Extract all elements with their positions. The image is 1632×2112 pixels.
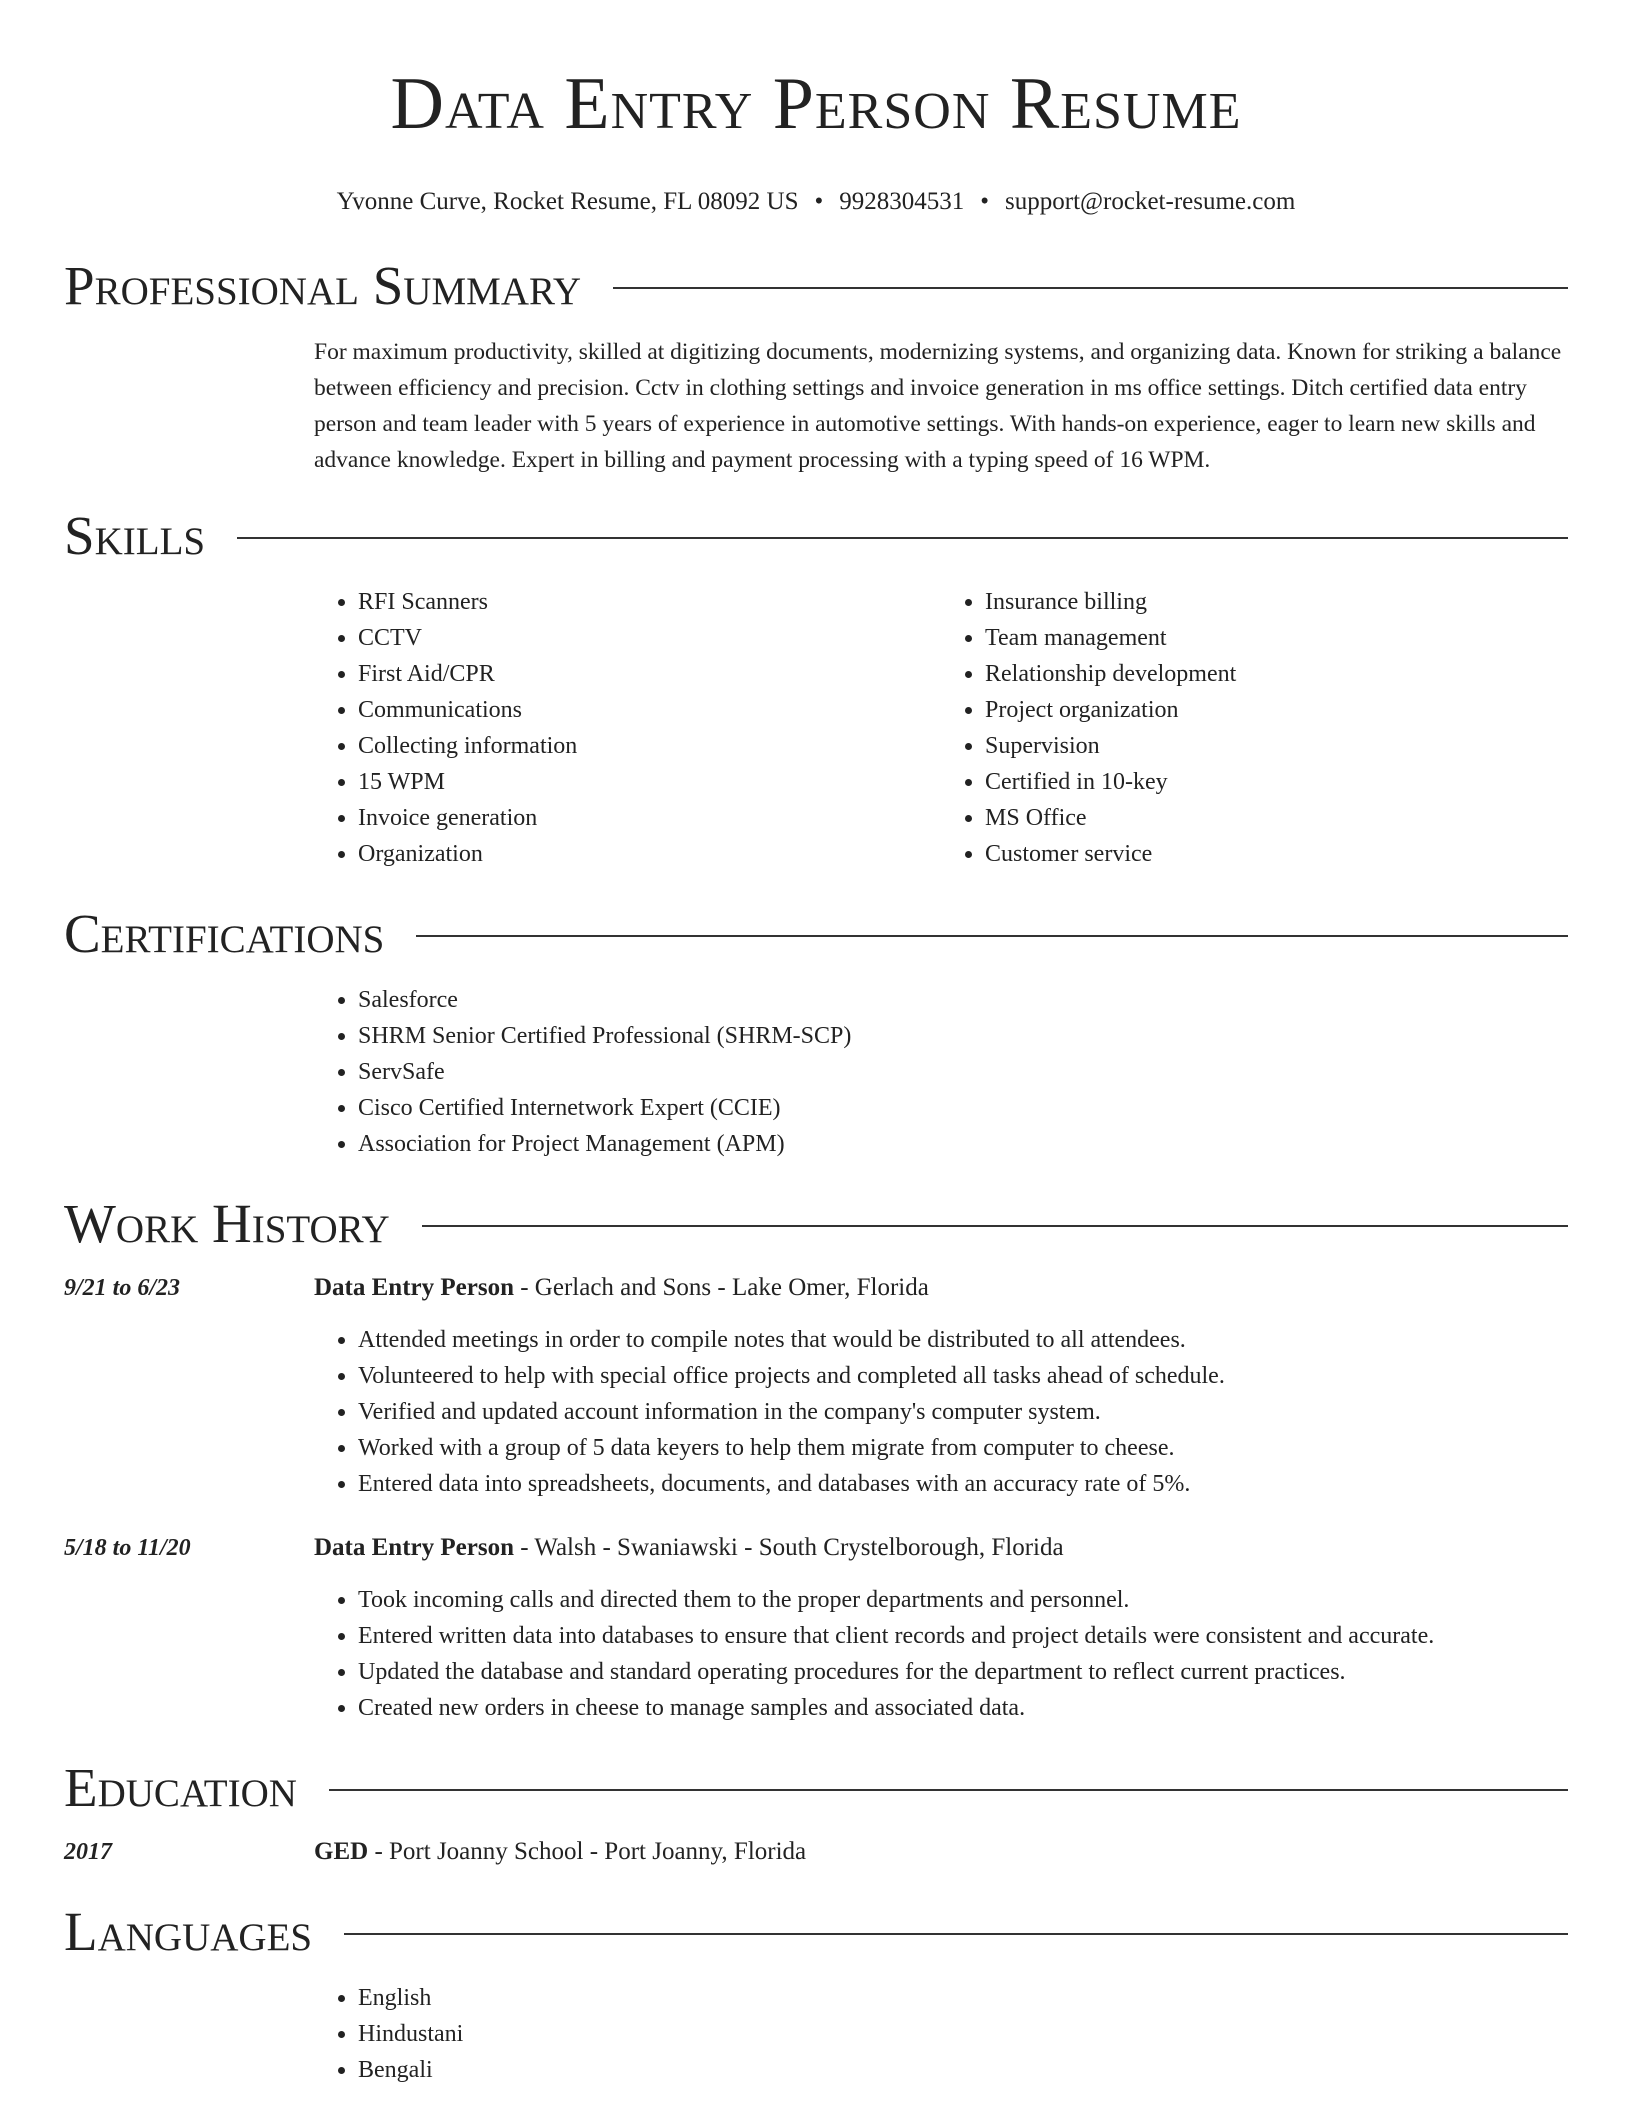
skills-section-header (64, 504, 1568, 568)
section-divider (237, 537, 1568, 539)
job-bullets (314, 1582, 1568, 1726)
skill-item: • Certified in 10-key (985, 764, 1568, 800)
section-title-skills: Skills (64, 505, 206, 566)
contact-separator: • (980, 188, 990, 215)
section-title-certifications: Certifications (64, 903, 385, 964)
job-bullet: • Worked with a group of 5 data keyers to help them migrate from computer to cheese. (358, 1430, 1568, 1466)
summary-section-header (64, 254, 1568, 318)
job-header (64, 1530, 1568, 1566)
contact-address: Yvonne Curve, Rocket Resume, FL 08092 US (336, 188, 799, 215)
skill-item: • First Aid/CPR (358, 656, 941, 692)
resume-title: Data Entry Person Resume (390, 63, 1242, 145)
section-title-languages: Languages (64, 1901, 313, 1962)
job-details: - Walsh - Swaniawski - South Crystelborough, Florida (513, 1534, 1064, 1561)
job-bullet: • Verified and updated account information in the company's computer system. (358, 1394, 1568, 1430)
skill-item: • Insurance billing (985, 584, 1568, 620)
contact-phone: 9928304531 (839, 188, 965, 215)
job-bullet: • Created new orders in cheese to manage samples and associated data. (358, 1690, 1568, 1726)
skill-item: • Customer service (985, 836, 1568, 872)
certification-item: • Association for Project Management (APM) (358, 1126, 1568, 1162)
job-bullet: • Volunteered to help with special office projects and completed all tasks ahead of schedule. (358, 1358, 1568, 1394)
section-title-education: Education (64, 1757, 297, 1818)
skill-item: • Communications (358, 692, 941, 728)
job-entry (64, 1270, 1568, 1502)
language-item: • English (358, 1980, 1568, 2016)
skill-item: • Supervision (985, 728, 1568, 764)
skill-item: • Invoice generation (358, 800, 941, 836)
language-item: • Bengali (358, 2052, 1568, 2088)
job-bullet: • Updated the database and standard operating procedures for the department to reflect current practices. (358, 1654, 1568, 1690)
section-divider (329, 1789, 1568, 1791)
skill-item: • RFI Scanners (358, 584, 941, 620)
skills-list (314, 584, 1568, 872)
languages-list (314, 1980, 1568, 2088)
job-bullet: • Attended meetings in order to compile notes that would be distributed to all attendees. (358, 1322, 1568, 1358)
education-entry (64, 1834, 1568, 1870)
contact-line (64, 186, 1568, 218)
job-dates: 9/21 to 6/23 (64, 1275, 181, 1301)
certification-item: • ServSafe (358, 1054, 1568, 1090)
job-bullet: • Entered data into spreadsheets, documents, and databases with an accuracy rate of 5%. (358, 1466, 1568, 1502)
job-role: Data Entry Person (314, 1274, 514, 1301)
job-entry (64, 1530, 1568, 1726)
summary-text: For maximum productivity, skilled at digitizing documents, modernizing systems, and organizing data. Known for striking a balance between efficiency and precision. Cctv in clothing settings and invoice generation in ms office settings. Ditch certified data entry person and team leader with 5 years of experience in automotive settings. With hands-on experience, eager to learn new skills and advance knowledge. Expert in billing and payment processing with a typing speed of 16 WPM. (314, 339, 1562, 473)
job-header (64, 1270, 1568, 1306)
job-role: Data Entry Person (314, 1534, 514, 1561)
skill-item: • Organization (358, 836, 941, 872)
skill-item: • 15 WPM (358, 764, 941, 800)
skill-item: • MS Office (985, 800, 1568, 836)
education-heading (314, 1834, 806, 1870)
skill-item: • Project organization (985, 692, 1568, 728)
section-divider (416, 935, 1568, 937)
education-degree: GED (314, 1838, 369, 1865)
section-title-work: Work History (64, 1193, 390, 1254)
skills-column-right (941, 584, 1568, 872)
job-bullets (314, 1322, 1568, 1502)
languages-section-header (64, 1900, 1568, 1964)
contact-separator: • (814, 188, 824, 215)
section-title-summary: Professional Summary (64, 255, 582, 316)
job-heading (314, 1270, 929, 1306)
skill-item: • Collecting information (358, 728, 941, 764)
work-section-header (64, 1192, 1568, 1256)
language-item: • Hindustani (358, 2016, 1568, 2052)
section-divider (344, 1933, 1568, 1935)
education-details: - Port Joanny School - Port Joanny, Florida (368, 1838, 807, 1865)
skill-item: • CCTV (358, 620, 941, 656)
section-divider (422, 1225, 1568, 1227)
education-section-header (64, 1756, 1568, 1820)
job-details: - Gerlach and Sons - Lake Omer, Florida (513, 1274, 929, 1301)
certifications-list (314, 982, 1568, 1162)
skill-item: • Team management (985, 620, 1568, 656)
education-year: 2017 (64, 1839, 112, 1865)
skills-column-left (314, 584, 941, 872)
skill-item: • Relationship development (985, 656, 1568, 692)
section-divider (613, 287, 1568, 289)
certification-item: • SHRM Senior Certified Professional (SHRM-SCP) (358, 1018, 1568, 1054)
certification-item: • Cisco Certified Internetwork Expert (CCIE) (358, 1090, 1568, 1126)
certification-item: • Salesforce (358, 982, 1568, 1018)
certifications-section-header (64, 902, 1568, 966)
job-bullet: • Took incoming calls and directed them to the proper departments and personnel. (358, 1582, 1568, 1618)
contact-email: support@rocket-resume.com (1005, 188, 1296, 215)
job-dates: 5/18 to 11/20 (64, 1535, 191, 1561)
job-bullet: • Entered written data into databases to ensure that client records and project details were consistent and accurate. (358, 1618, 1568, 1654)
job-heading (314, 1530, 1064, 1566)
